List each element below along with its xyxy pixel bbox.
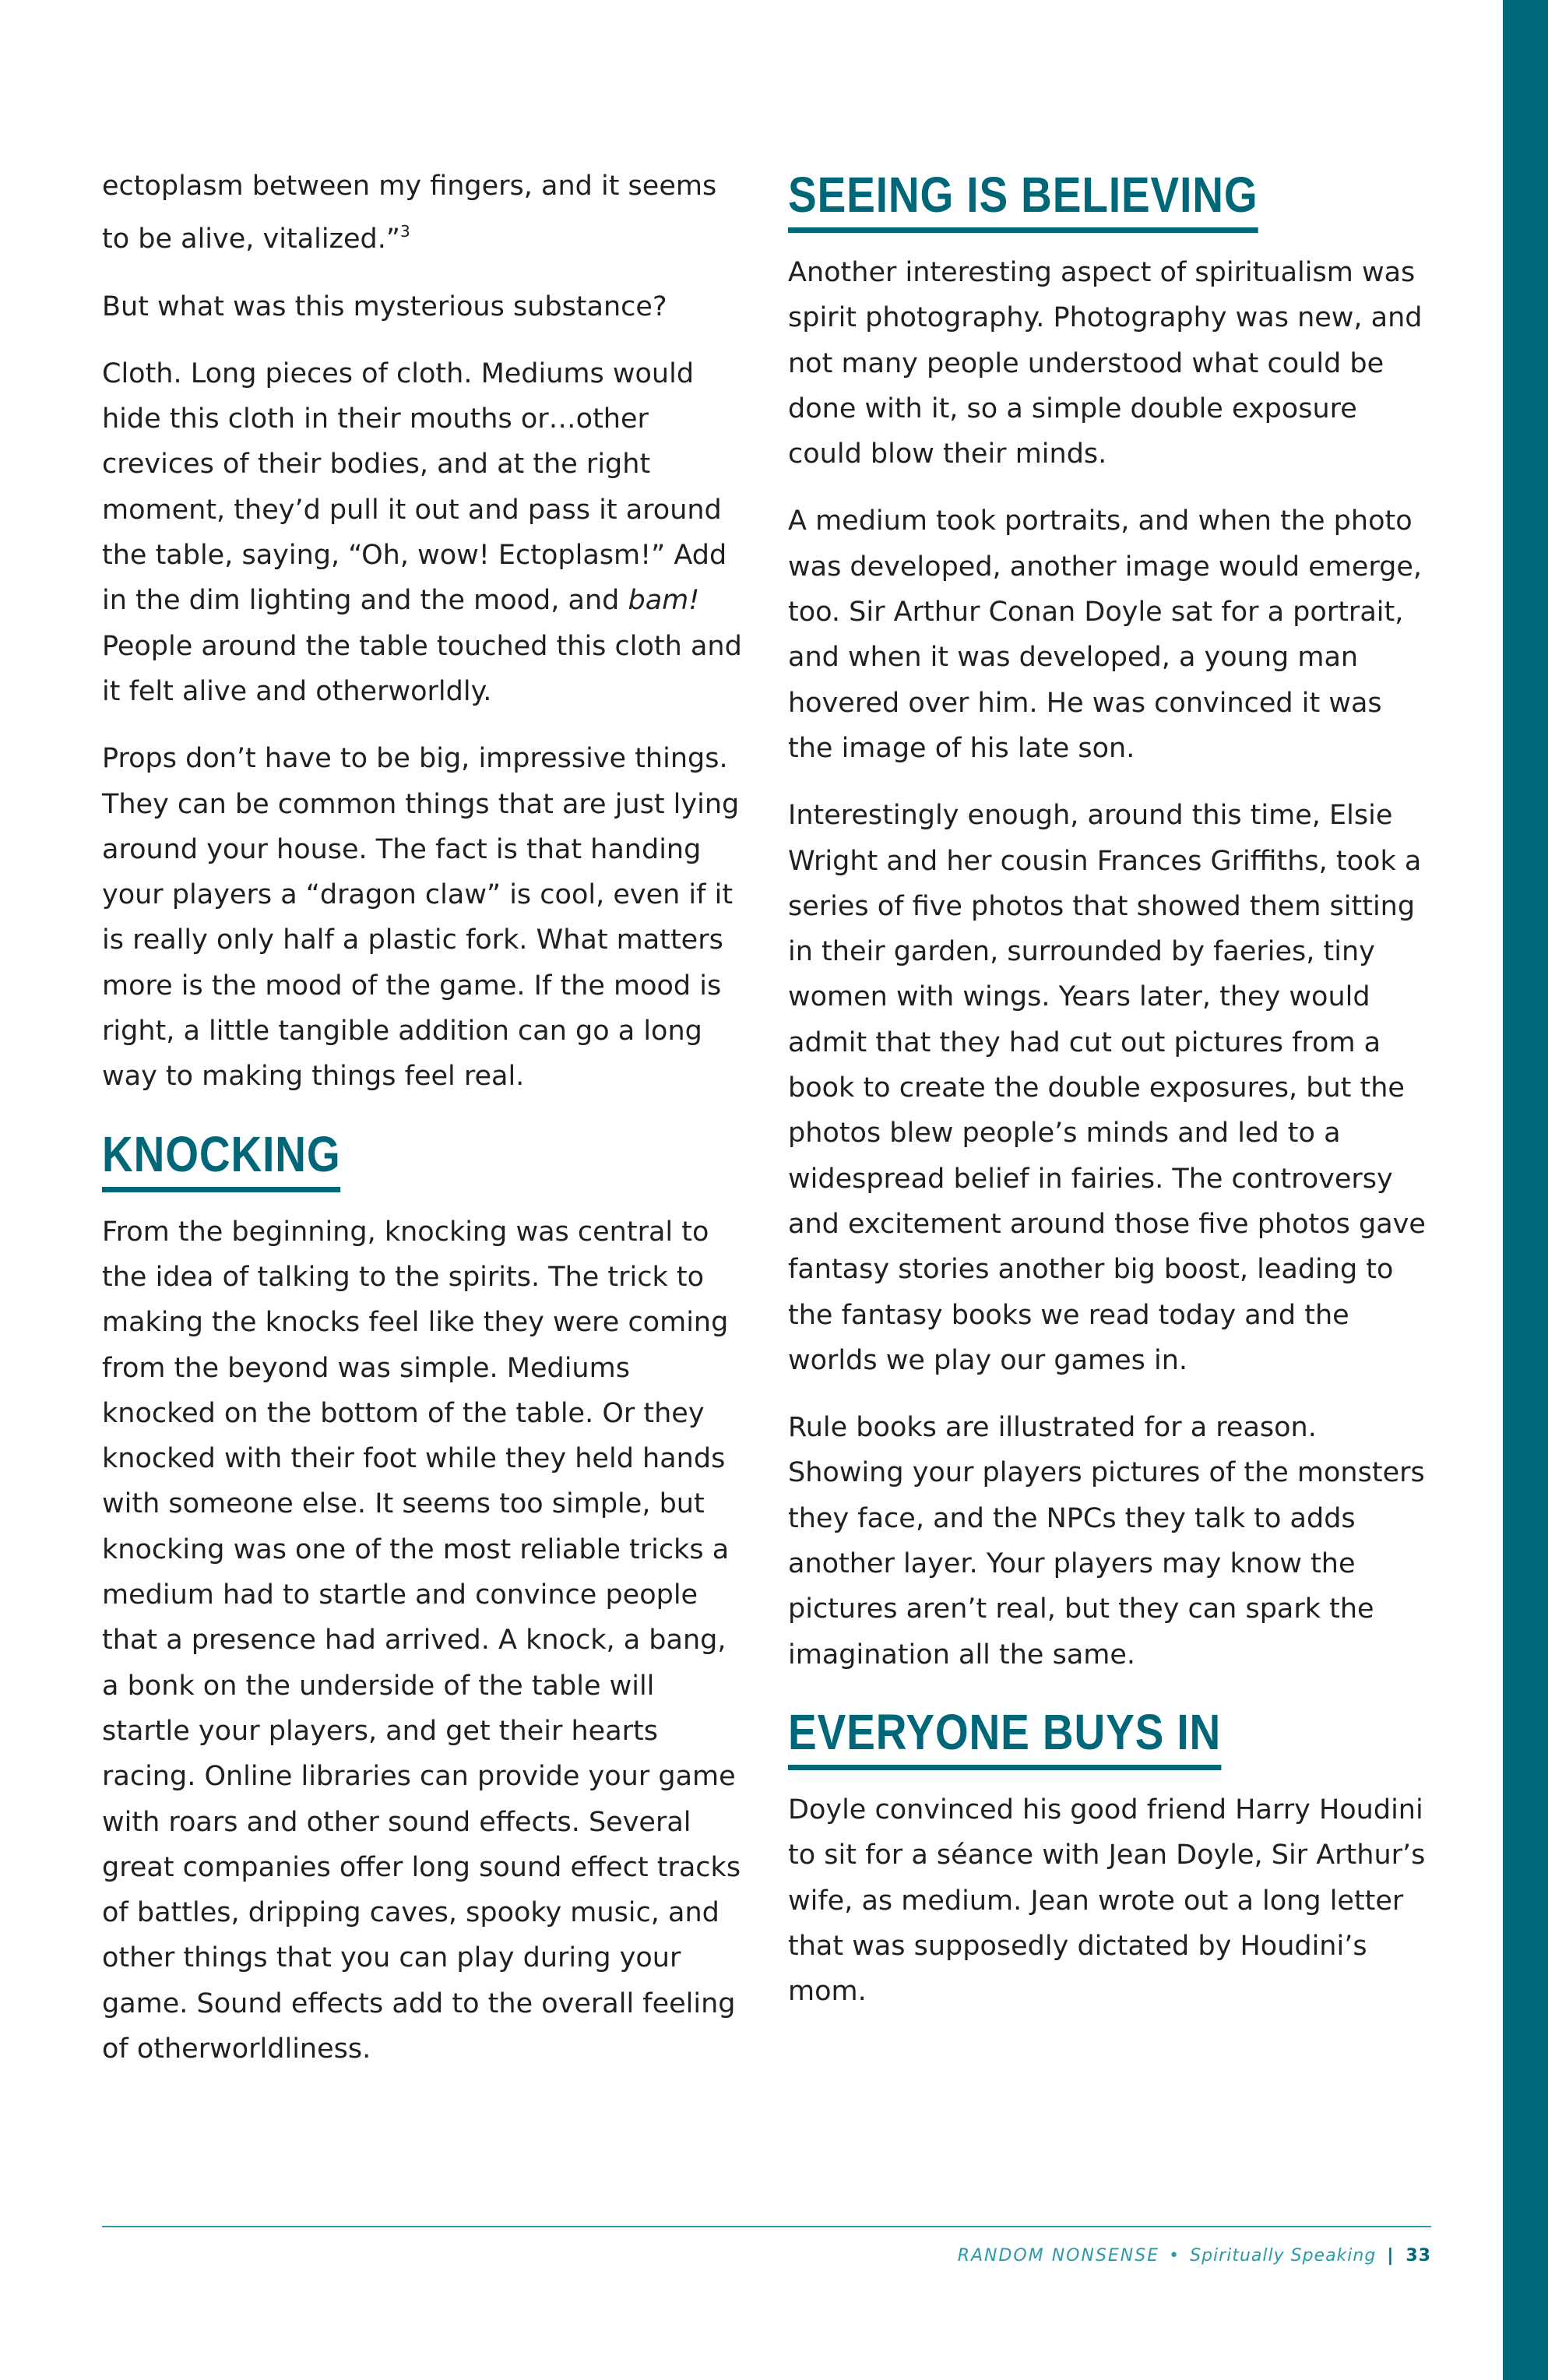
paragraph-text: People around the table touched this cloth and it felt alive and otherworldly. — [102, 630, 742, 707]
paragraph: Rule books are illustrated for a reason. Showing your players pictures of the monsters they face, and the NPCs they talk to adds another layer. Your players may know the pictures aren’t real, but they can spark the imagination all the same. — [788, 1412, 1425, 1671]
paragraph: Another interesting aspect of spiritualism was spirit photography. Photography was new, and not many people understood what could be done with it, so a simple double exposure could blow their minds. — [788, 257, 1423, 470]
paragraph: Doyle convinced his good friend Harry Houdini to sit for a séance with Jean Doyle, Sir Arthur’s wife, as medium. Jean wrote out a long letter that was supposedly dictated by Houdini’s mom. — [788, 1794, 1426, 2008]
paragraph — [102, 351, 748, 714]
footer-chapter-title: Spiritually Speaking — [1190, 2246, 1377, 2266]
page-number: 33 — [1406, 2246, 1431, 2266]
section-heading-knocking: KNOCKING — [102, 1125, 341, 1192]
page-edge-bar — [1503, 0, 1548, 2380]
paragraph-text: Cloth. Long pieces of cloth. Mediums would hide this cloth in their mouths or…other crevices of their bodies, and at the right moment, they’d pull it out and pass it around the table, saying, “Oh, wow! Ectoplasm!” Add in the dim lighting and the mood, and — [102, 357, 727, 617]
emphasis-text: bam! — [628, 585, 700, 617]
footnote-marker: 3 — [399, 222, 410, 241]
page-footer — [958, 2246, 1431, 2266]
section-heading-block — [788, 165, 1434, 250]
paragraph: Interestingly enough, around this time, Elsie Wright and her cousin Frances Griffiths, took a series of five photos that showed them sitting in their garden, surrounded by faeries, tiny women with wings. Years later, they would admit that they had cut out pictures from a book to create the double exposures, but the photos blew people’s minds and led to a widespread belief in fairies. The controversy and excitement around those five photos gave fantasy stories another big boost, leading to the fantasy books we read today and the worlds we play our games in. — [788, 800, 1426, 1376]
footer-divider — [102, 2226, 1431, 2227]
section-heading-block — [788, 1702, 1434, 1787]
footer-book-title: RANDOM NONSENSE — [957, 2246, 1160, 2266]
footer-divider-mark: | — [1387, 2246, 1395, 2266]
section-heading-everyone-buys-in: EVERYONE BUYS IN — [788, 1702, 1221, 1770]
paragraph-text: ectoplasm between my fingers, and it seems to be alive, vitalized.” — [102, 171, 717, 255]
paragraph: Props don’t have to be big, impressive things. They can be common things that are just lying around your house. The fact is that handing your players a “dragon claw” is cool, even if it is really only half a plastic fork. What matters more is the mood of the game. If the mood is right, a little tangible addition can go a long way to making things feel real. — [102, 743, 740, 1093]
left-column — [102, 164, 748, 2093]
paragraph: But what was this mysterious substance? — [102, 290, 667, 322]
right-column — [788, 164, 1434, 2036]
paragraph — [102, 164, 748, 262]
paragraph: From the beginning, knocking was central to the idea of talking to the spirits. The trick to making the knocks feel like they were coming from the beyond was simple. Mediums knocked on the bottom of the table. Or they knocked with their foot while they held hands with someone else. It seems too simple, but knocking was one of the most reliable tricks a medium had to startle and convince people that a presence had arrived. A knock, a bang, a bonk on the underside of the table will startle your players, and get their hearts racing. Online libraries can provide your game with roars and other sound effects. Several great companies offer long sound effect tracks of battles, dripping caves, spooky music, and other things that you can play during your game. Sound effects add to the overall feeling of otherworldliness. — [102, 1216, 741, 2065]
footer-bullet: • — [1169, 2246, 1181, 2266]
section-heading-block — [102, 1125, 748, 1209]
paragraph: A medium took portraits, and when the photo was developed, another image would emerge, too. Sir Arthur Conan Doyle sat for a portrait, and when it was developed, a young man hovered over him. He was convinced it was the image of his late son. — [788, 505, 1423, 764]
section-heading-seeing-is-believing: SEEING IS BELIEVING — [788, 165, 1258, 233]
